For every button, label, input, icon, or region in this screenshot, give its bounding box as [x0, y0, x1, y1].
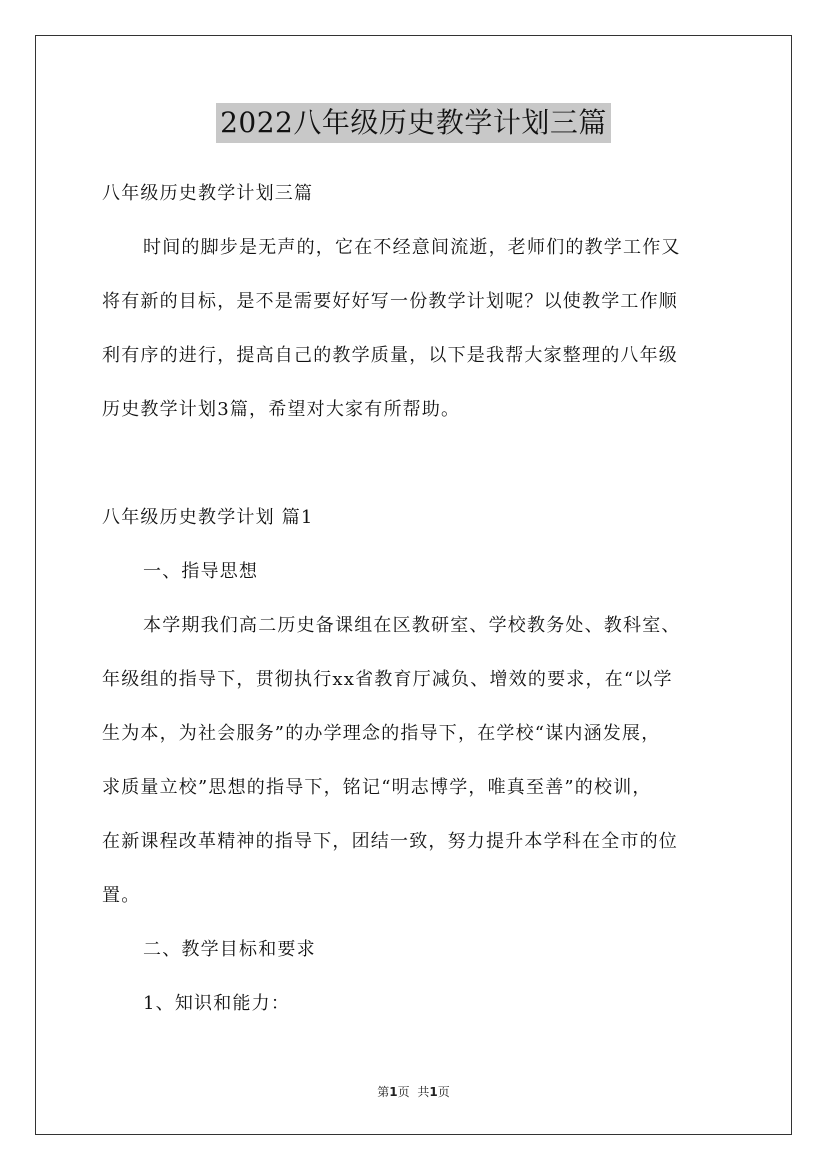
body-line-5: 在新课程改革精神的指导下，团结一致，努力提升本学科在全市的位 — [102, 831, 678, 852]
footer-total-prefix: 共 — [417, 1085, 430, 1099]
document-title: 2022八年级历史教学计划三篇 — [216, 103, 611, 143]
footer-prefix: 第 — [377, 1085, 390, 1099]
document-subtitle: 八年级历史教学计划三篇 — [102, 183, 314, 204]
body-line-1: 本学期我们高二历史备课组在区教研室、学校教务处、教科室、 — [143, 615, 681, 636]
heading-guiding-ideology: 一、指导思想 — [143, 561, 259, 582]
intro-line-4: 历史教学计划3篇，希望对大家有所帮助。 — [102, 399, 461, 420]
body-line-3: 生为本，为社会服务”的办学理念的指导下，在学校“谋内涵发展， — [102, 723, 661, 744]
body-line-2: 年级组的指导下，贯彻执行xx省教育厅减负、增效的要求，在“以学 — [102, 669, 673, 690]
footer-page-suffix: 页 — [397, 1085, 410, 1099]
intro-line-2: 将有新的目标，是不是需要好好写一份教学计划呢？以使教学工作顺 — [102, 291, 678, 312]
body-line-6: 置。 — [102, 885, 141, 906]
intro-line-1: 时间的脚步是无声的，它在不经意间流逝，老师们的教学工作又 — [143, 237, 681, 258]
intro-line-3: 利有序的进行，提高自己的教学质量，以下是我帮大家整理的八年级 — [102, 345, 678, 366]
title-container — [0, 103, 827, 143]
footer-page-number: 1 — [389, 1085, 398, 1099]
heading-teaching-goals: 二、教学目标和要求 — [143, 939, 316, 960]
section-heading: 八年级历史教学计划 篇1 — [102, 507, 314, 528]
heading-knowledge-ability: 1、知识和能力： — [143, 993, 291, 1014]
footer-total-pages: 1 — [429, 1085, 438, 1099]
page-footer — [0, 1084, 827, 1100]
body-line-4: 求质量立校”思想的指导下，铭记“明志博学，唯真至善”的校训， — [102, 777, 652, 798]
footer-total-suffix: 页 — [437, 1085, 450, 1099]
